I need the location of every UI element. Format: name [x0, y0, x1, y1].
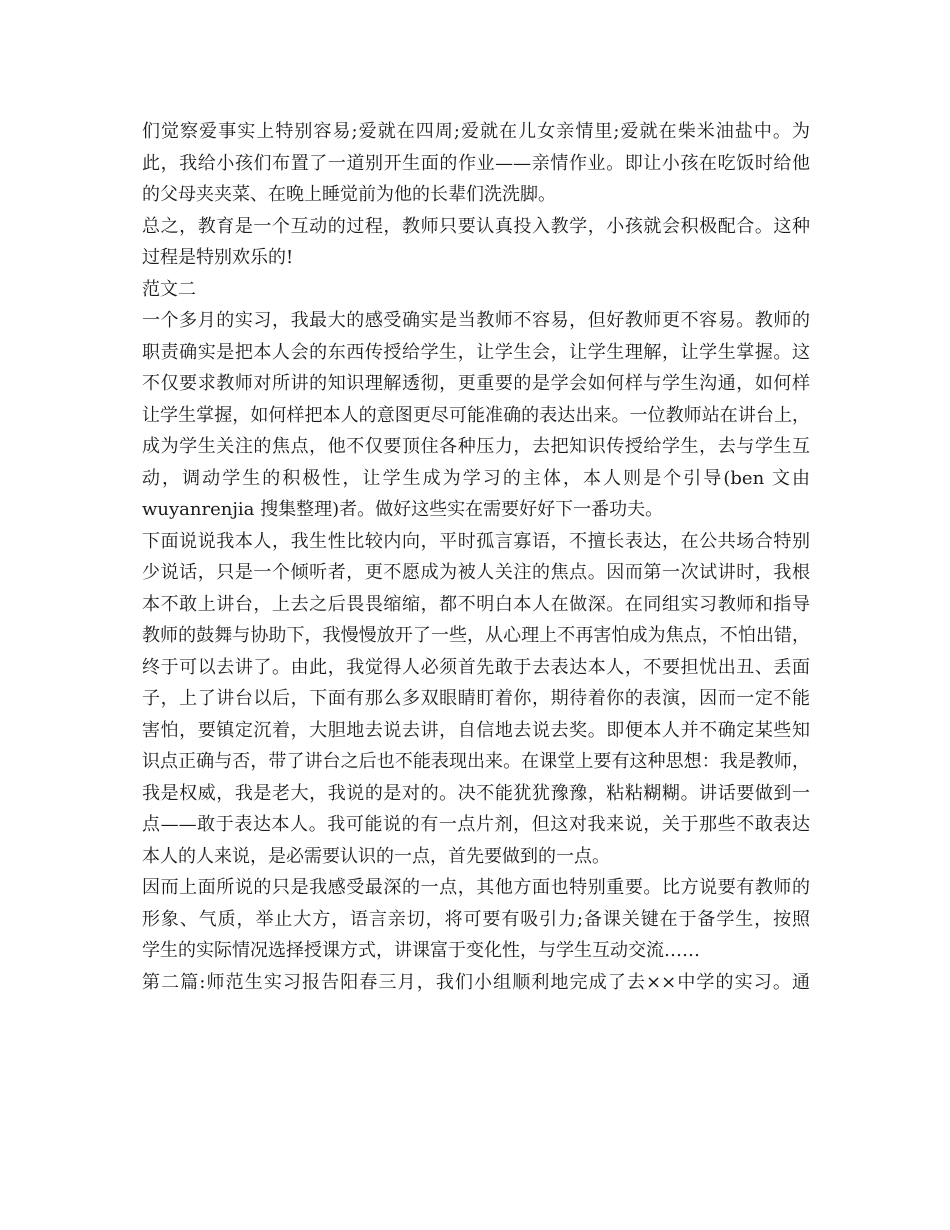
text-line: 动，调动学生的积极性，让学生成为学习的主体，本人则是个引导(ben 文由 [142, 467, 810, 489]
text-line: 我是权威，我是老大，我说的是对的。决不能犹犹豫豫，粘粘糊糊。讲话要做到一 [142, 782, 810, 804]
text-line: 害怕，要镇定沉着，大胆地去说去讲，自信地去说去奖。即便本人并不确定某些知 [142, 719, 810, 741]
text-line: 学生的实际情况选择授课方式，讲课富于变化性，与学生互动交流…… [142, 940, 700, 961]
text-line: 本人的人来说，是必需要认识的一点，首先要做到的一点。 [142, 845, 610, 867]
text-line: 过程是特别欢乐的! [142, 247, 294, 268]
text-line: 范文二 [142, 278, 196, 300]
text-line: 此，我给小孩们布置了一道别开生面的作业——亲情作业。即让小孩在吃饭时给他 [142, 152, 810, 174]
text-line: 职责确实是把本人会的东西传授给学生，让学生会，让学生理解，让学生掌握。这 [142, 341, 810, 363]
text-line: 终于可以去讲了。由此，我觉得人必须首先敢于去表达本人，不要担忧出丑、丢面 [142, 656, 810, 678]
text-line: 第二篇:师范生实习报告阳春三月，我们小组顺利地完成了去××中学的实习。通 [142, 971, 810, 993]
text-line: 教师的鼓舞与协助下，我慢慢放开了一些，从心理上不再害怕成为焦点，不怕出错， [142, 625, 810, 646]
text-line: 不仅要求教师对所讲的知识理解透彻，更重要的是学会如何样与学生沟通，如何样 [142, 373, 810, 394]
text-line: wuyanrenjia 搜集整理)者。做好这些实在需要好好下一番功夫。 [142, 499, 664, 520]
document-body [142, 116, 810, 998]
text-line: 总之，教育是一个互动的过程，教师只要认真投入教学，小孩就会积极配合。这种 [142, 215, 810, 237]
text-line: 子，上了讲台以后，下面有那么多双眼睛盯着你，期待着你的表演，因而一定不能 [142, 688, 810, 709]
text-line: 本不敢上讲台，上去之后畏畏缩缩，都不明白本人在做深。在同组实习教师和指导 [142, 593, 810, 615]
text-line: 点——敢于表达本人。我可能说的有一点片剂，但这对我来说，关于那些不敢表达 [142, 814, 810, 835]
text-line: 一个多月的实习，我最大的感受确实是当教师不容易，但好教师更不容易。教师的 [142, 310, 810, 331]
text-line: 成为学生关注的焦点，他不仅要顶住各种压力，去把知识传授给学生，去与学生互 [142, 436, 810, 457]
text-line: 形象、气质，举止大方，语言亲切，将可要有吸引力;备课关键在于备学生，按照 [142, 908, 810, 930]
text-line: 让学生掌握，如何样把本人的意图更尽可能准确的表达出来。一位教师站在讲台上， [142, 404, 810, 426]
text-line: 的父母夹夹菜、在晚上睡觉前为他的长辈们洗洗脚。 [142, 184, 556, 205]
text-line: 下面说说我本人，我生性比较内向，平时孤言寡语，不擅长表达，在公共场合特别 [142, 530, 810, 552]
text-line: 少说话，只是一个倾听者，更不愿成为被人关注的焦点。因而第一次试讲时，我根 [142, 562, 810, 583]
text-line: 们觉察爱事实上特别容易;爱就在四周;爱就在儿女亲情里;爱就在柴米油盐中。为 [142, 121, 810, 142]
text-line: 因而上面所说的只是我感受最深的一点，其他方面也特别重要。比方说要有教师的 [142, 877, 810, 898]
text-line: 识点正确与否，带了讲台之后也不能表现出来。在课堂上要有这种思想：我是教师， [142, 751, 810, 772]
